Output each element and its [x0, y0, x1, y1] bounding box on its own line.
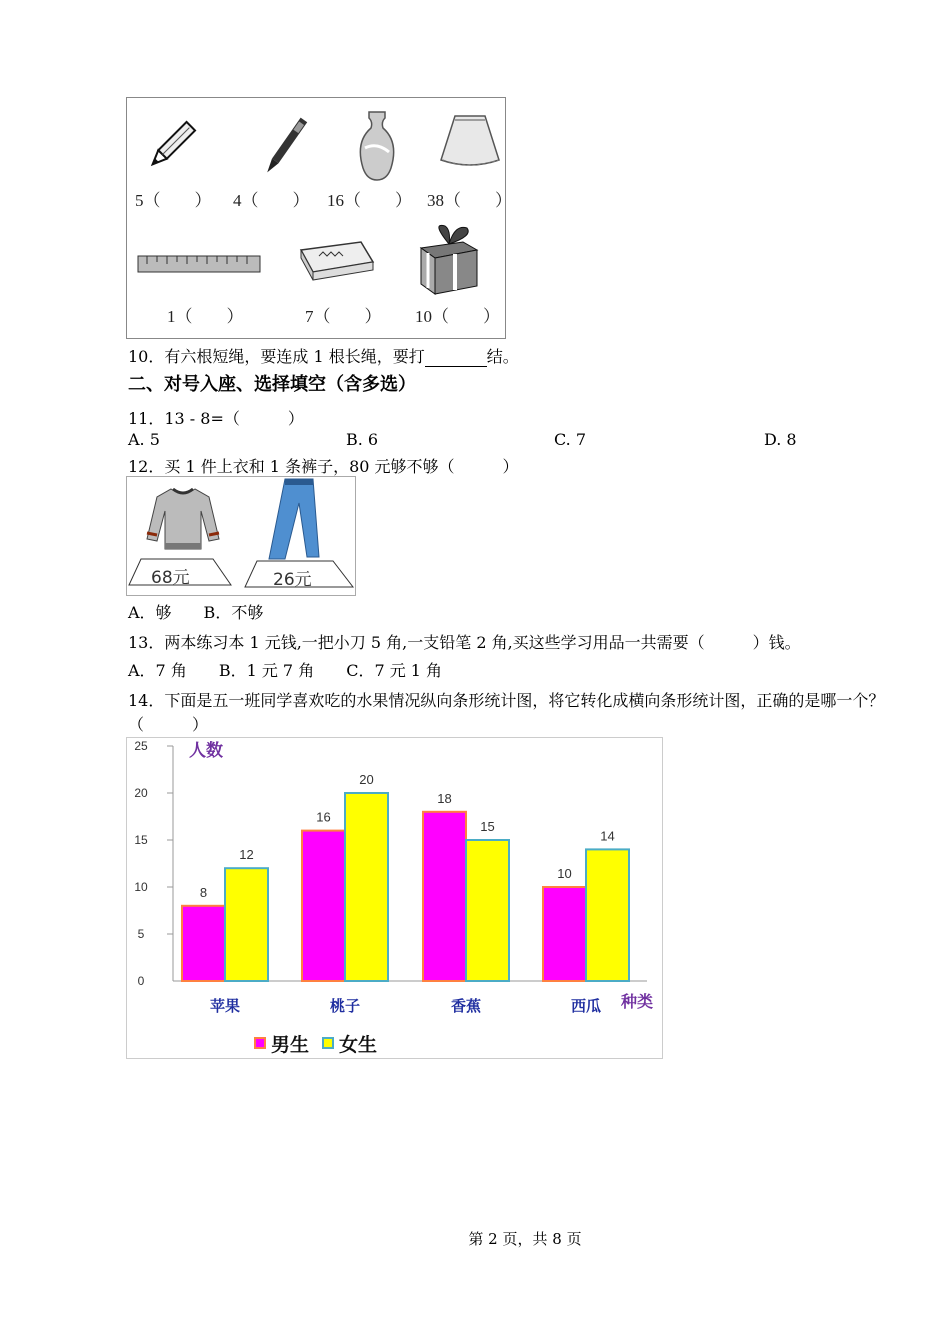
data-label: 12: [239, 847, 254, 863]
q11-option-d[interactable]: D. 8: [764, 430, 797, 449]
question-13-stem: 13．两本练习本 1 元钱,一把小刀 5 角,一支铅笔 2 角,买这些学习用品一共需要（ ）钱。: [128, 633, 801, 652]
y-tick-label: 25: [134, 739, 148, 753]
q9-label-1: 5（ ）: [135, 191, 212, 210]
bar-chart-panel: [126, 737, 663, 1059]
eraser-icon: [297, 236, 377, 282]
page-footer: 第 2 页，共 8 页: [468, 1230, 582, 1248]
y-tick-label: 5: [137, 927, 145, 941]
legend-label-女生: 女生: [339, 1035, 378, 1056]
q11-option-a[interactable]: A. 5: [128, 430, 160, 449]
data-label: 15: [480, 819, 495, 834]
ruler-icon: [137, 254, 263, 276]
q9-label-3: 16（ ）: [327, 191, 412, 210]
sweater-icon: [143, 483, 223, 553]
data-label: 10: [557, 866, 572, 881]
q13-options[interactable]: A．7 角 B．1 元 7 角 C．7 元 1 角: [128, 661, 443, 680]
jeans-icon: [257, 477, 327, 561]
bar-男生-桃子: [302, 831, 345, 981]
gift-box-icon: [415, 222, 483, 298]
q11-option-b[interactable]: B. 6: [346, 430, 379, 449]
q12-image-panel: [126, 476, 356, 596]
bar-女生-桃子: [345, 793, 388, 981]
x-tick-label-苹果: 苹果: [209, 998, 241, 1015]
q10-answer-blank[interactable]: [425, 352, 487, 367]
x-axis-label: 种类: [621, 994, 654, 1011]
question-14-stem: 14．下面是五一班同学喜欢吃的水果情况纵向条形统计图，将它转化成横向条形统计图，正确的是哪一个？: [128, 691, 885, 710]
q10-text-after: 结。: [486, 347, 519, 366]
legend-swatch-女生: [323, 1038, 333, 1048]
x-tick-label-桃子: 桃子: [329, 998, 361, 1015]
question-12-stem: 12．买 1 件上衣和 1 条裤子，80 元够不够（ ）: [128, 457, 519, 476]
legend-swatch-男生: [255, 1038, 265, 1048]
vase-icon: [347, 108, 407, 183]
x-tick-label-香蕉: 香蕉: [450, 998, 482, 1015]
q9-label-4: 38（ ）: [427, 191, 512, 210]
pencil-icon: [141, 116, 201, 176]
q9-label-7: 10（ ）: [415, 307, 500, 326]
jeans-price: 26元: [273, 570, 312, 590]
bar-男生-香蕉: [423, 812, 466, 981]
data-label: 14: [600, 828, 615, 844]
y-axis-label: 人数: [189, 741, 223, 760]
sweater-price: 68元: [151, 568, 190, 588]
data-label: 18: [437, 790, 452, 806]
q12-options[interactable]: A．够 B．不够: [128, 603, 264, 622]
y-tick-label: 10: [134, 880, 148, 894]
question-11-stem: 11．13 - 8=（ ）: [128, 409, 304, 428]
bar-女生-苹果: [225, 868, 268, 981]
x-tick-label-西瓜: 西瓜: [570, 998, 602, 1015]
legend-label-男生: 男生: [271, 1035, 310, 1056]
skirt-icon: [435, 112, 505, 172]
question-10: [128, 344, 519, 367]
y-tick-label: 20: [134, 786, 148, 800]
bar-男生-苹果: [182, 906, 225, 981]
bar-男生-西瓜: [543, 887, 586, 981]
section-title: 二、对号入座、选择填空（含多选）: [128, 374, 416, 395]
bar-女生-西瓜: [586, 849, 629, 981]
q9-label-6: 7（ ）: [305, 307, 382, 326]
data-label: 8: [199, 884, 208, 900]
q14-answer-paren[interactable]: （ ）: [128, 715, 209, 734]
q9-image-panel: [126, 97, 512, 339]
data-label: 20: [359, 772, 374, 787]
data-label: 16: [316, 809, 331, 825]
bar-chart: [127, 738, 662, 1058]
bar-女生-香蕉: [466, 840, 509, 981]
q11-option-c[interactable]: C. 7: [554, 430, 587, 449]
y-tick-label: 15: [134, 833, 148, 847]
q9-label-5: 1（ ）: [167, 307, 244, 326]
q9-label-2: 4（ ）: [233, 191, 310, 210]
y-tick-label: 0: [137, 974, 145, 988]
q10-text-before: 10．有六根短绳，要连成 1 根长绳，要打: [128, 347, 425, 366]
pen-icon: [255, 112, 315, 182]
